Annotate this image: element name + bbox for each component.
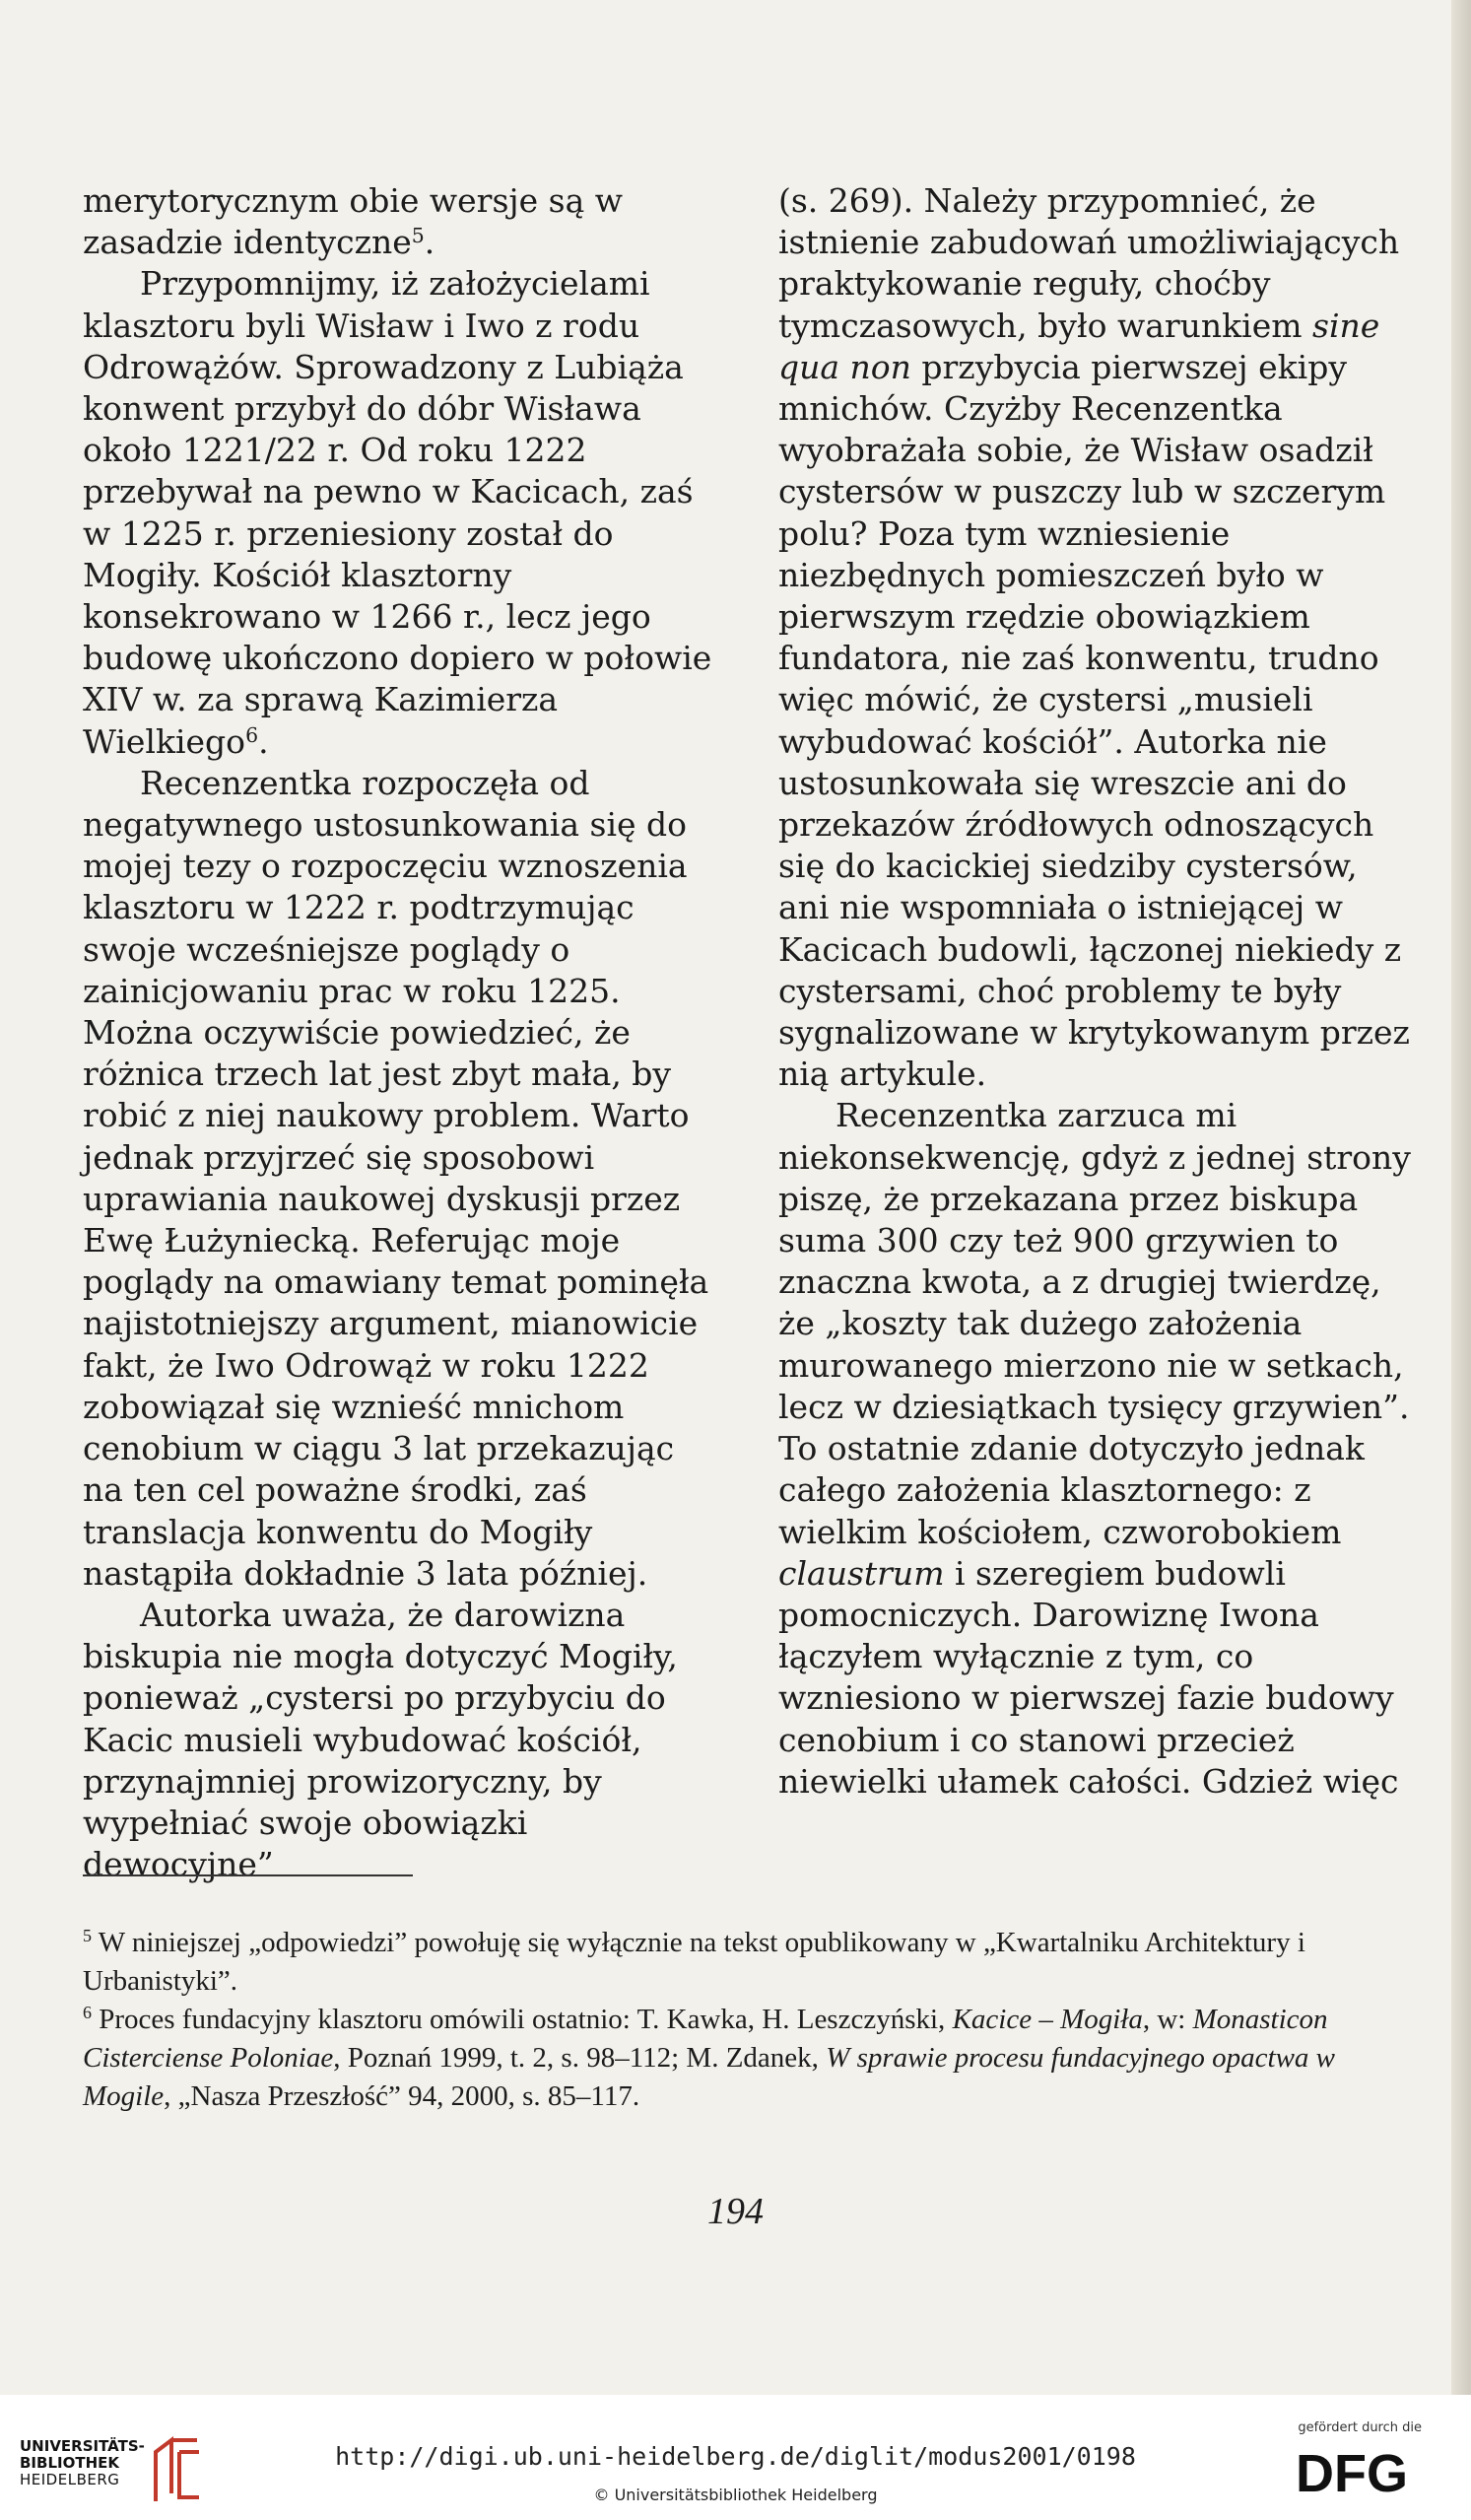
paragraph: Autorka uważa, że darowizna biskupia nie mogła dotyczyć Mogiły, ponieważ „cystersi po przybyciu do Kacic musieli wybudować kościół, przynajmniej prowizoryczny, by wypełniać swoje obowiązki dewocyjne” <box>83 1595 678 1884</box>
footnotes <box>83 1924 1398 2116</box>
library-logo-text[interactable]: UNIVERSITÄTS- BIBLIOTHEK HEIDELBERG <box>20 2437 145 2488</box>
footnote-ref[interactable]: 5 <box>411 223 425 247</box>
digitization-footer <box>0 2395 1471 2520</box>
paragraph: (s. 269). Należy przypomnieć, że istnienie zabudowań umożliwiających praktykowanie reguły, choćby tymczasowych, było warunkiem sine qua non przybycia pierwszej ekipy mnichów. Czyżby Recenzentka wyobrażała sobie, że Wisław osadził cystersów w puszczy lub w szczerym polu? Poza tym wzniesienie niezbędnych pomieszczeń było w pierwszym rzędzie obowiązkiem fundatora, nie zaś konwentu, trudno więc mówić, że cystersi „musieli wybudować kościół”. Autorka nie ustosunkowała się wreszcie ani do przekazów źródłowych odnoszących się do kacickiej siedziby cystersów, ani nie wspomniała o istniejącej w Kacicach budowli, łączonej niekiedy z cystersami, choć problemy te były sygnalizowane w krytykowanym przez nią artykule. <box>778 181 1410 1094</box>
paragraph: Recenzentka zarzuca mi niekonsekwencję, gdyż z jednej strony piszę, że przekazana przez biskupa suma 300 czy też 900 grzywien to znaczna kwota, a z drugiej twierdzę, że „koszty tak dużego założenia murowanego mierzono nie w setkach, lecz w dziesiątkach tysięcy grzywien”. To ostatnie zdanie dotyczyło jednak całego założenia klasztornego: z wielkim kościołem, czworobokiem claustrum i szeregiem budowli pomocniczych. Darowiznę Iwona łączyłem wyłącznie z tym, co wzniesiono w pierwszej fazie budowy cenobium i co stanowi przecież niewielki ułamek całości. Gdzież więc <box>778 1096 1411 1801</box>
svg-text:DFG: DFG <box>1296 2444 1408 2501</box>
paragraph: Recenzentka rozpoczęła od negatywnego ustosunkowania się do mojej tezy o rozpoczęciu wznoszenia klasztoru w 1222 r. podtrzymując swoje wcześniejsze poglądy o zainicjowaniu prac w roku 1225. Można oczywiście powiedzieć, że różnica trzech lat jest zbyt mała, by robić z niej naukowy problem. Warto jednak przyjrzeć się sposobowi uprawiania naukowej dyskusji przez Ewę Łużyniecką. Referując moje poglądy na omawiany temat pominęła najistotniejszy argument, mianowicie fakt, że Iwo Odrowąż w roku 1222 zobowiązał się wznieść mnichom cenobium w ciągu 3 lat przekazując na ten cel poważne środki, zaś translacja konwentu do Mogiły nastąpiła dokładnie 3 lata później. <box>83 763 709 1593</box>
footnote-5: $^5$ W niniejszej „odpowiedzi” powołuję się wyłącznie na tekst opublikowany w „Kwartalniku Architektury i Urbanistyki”. <box>83 1926 1305 1997</box>
page-number: 194 <box>707 2191 764 2232</box>
permalink-url[interactable]: http://digi.ub.uni-heidelberg.de/diglit/modus2001/0198 <box>335 2442 1136 2471</box>
footnote-6: $^6$ Proces fundacyjny klasztoru omówili ostatnio: T. Kawka, H. Leszczyński, Kacice – Mogiła, w: Monasticon Cisterciense Poloniae, Poznań 1999, t. 2, s. 98–112; M. Zdanek, W sprawie procesu fundacyjnego opactwa w Mogile, „Nasza Przeszłość” 94, 2000, s. 85–117. <box>83 2003 1336 2112</box>
paragraph: Przypomnijmy, iż założycielami klasztoru byli Wisław i Iwo z rodu Odrowążów. Sprowadzony z Lubiąża konwent przybył do dóbr Wisława około 1221/22 r. Od roku 1222 przebywał na pewno w Kacicach, zaś w 1225 r. przeniesiony został do Mogiły. Kościół klasztorny konsekrowano w 1266 r., lecz jego budowę ukończono dopiero w połowie XIV w. za sprawą Kazimierza Wielkiego$^6$. <box>83 264 712 761</box>
footnote-separator <box>83 1874 413 1876</box>
footnote-ref[interactable]: 6 <box>245 722 259 747</box>
right-text-column <box>778 180 1414 1803</box>
sponsor-label: gefördert durch die <box>1298 2420 1422 2435</box>
dfg-logo[interactable] <box>1296 2442 1434 2501</box>
page-edge-shadow <box>1451 0 1471 2395</box>
paragraph: merytorycznym obie wersje są w zasadzie identyczne$^5$. <box>83 181 623 262</box>
copyright-notice: © Universitätsbibliothek Heidelberg <box>593 2486 878 2504</box>
left-text-column <box>83 180 718 1885</box>
